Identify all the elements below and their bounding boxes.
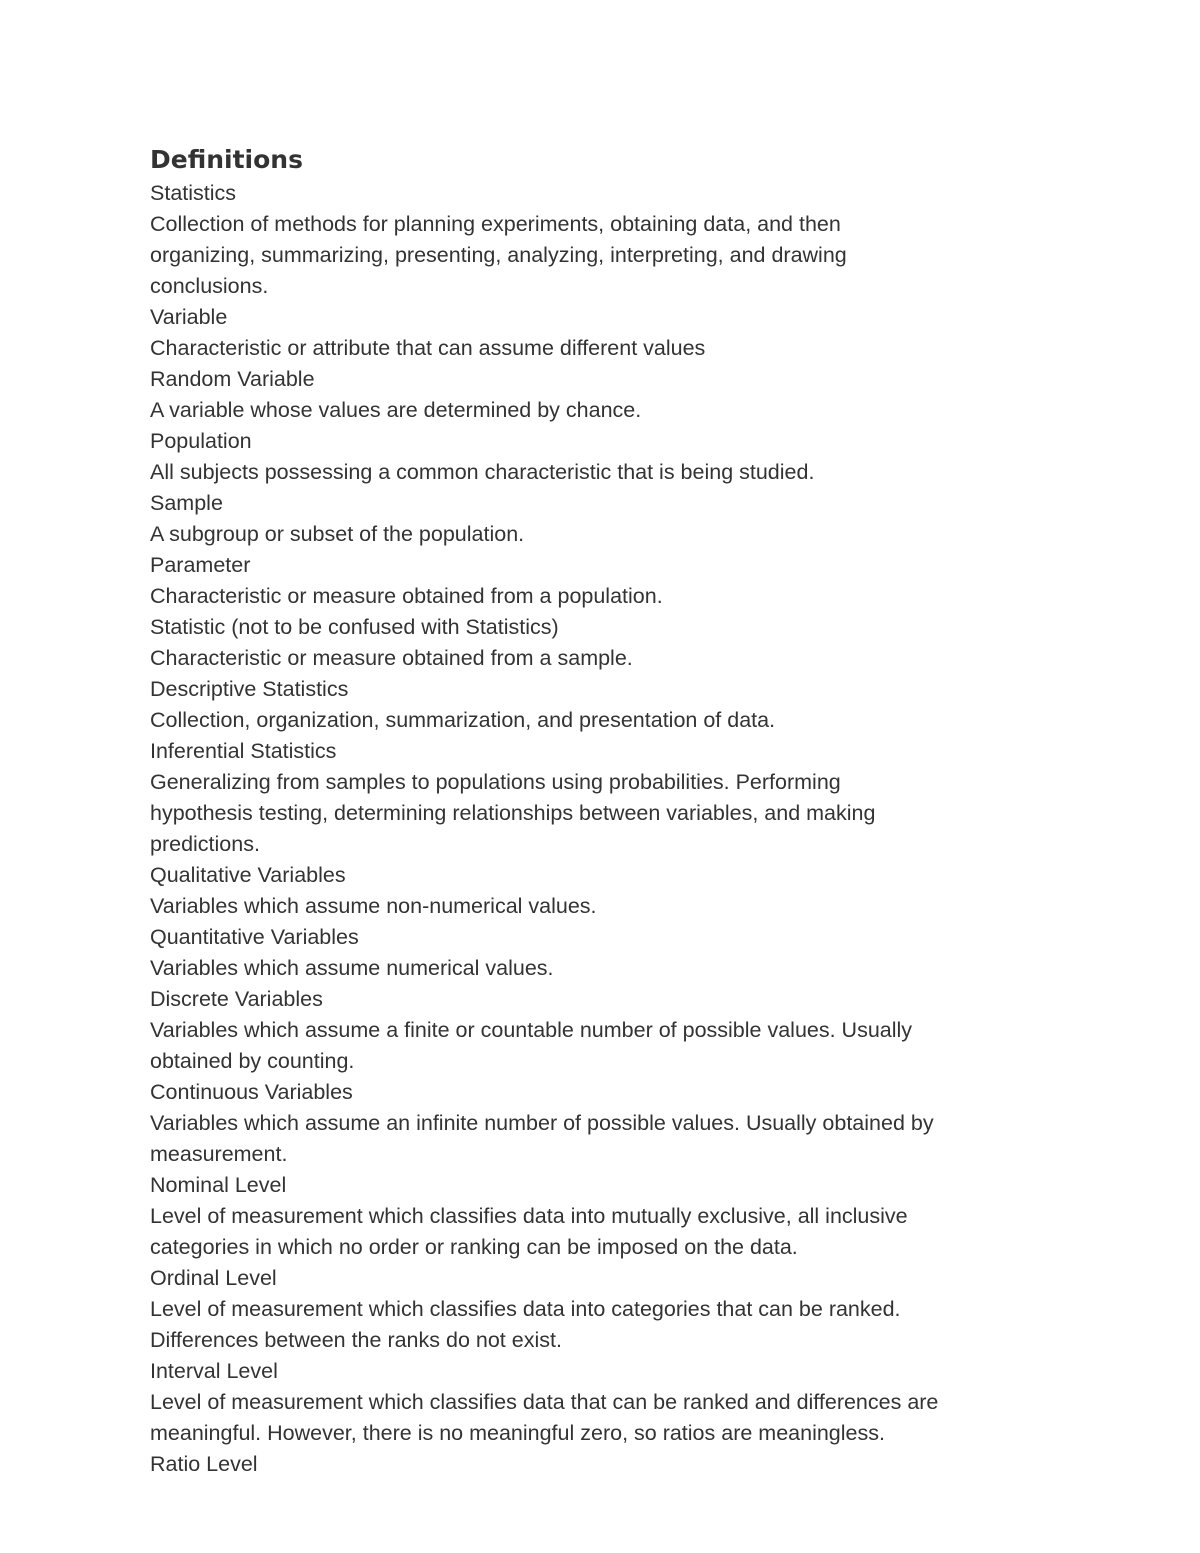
definition-line: Variables which assume numerical values.	[150, 956, 554, 980]
term-line: Discrete Variables	[150, 987, 323, 1011]
definition-line: All subjects possessing a common characteristic that is being studied.	[150, 460, 815, 484]
document-page	[150, 142, 1110, 1480]
term-line: Variable	[150, 305, 228, 329]
term-line: Nominal Level	[150, 1173, 287, 1197]
definition-line: measurement.	[150, 1142, 288, 1166]
definition-line: Variables which assume a finite or countable number of possible values. Usually	[150, 1018, 913, 1042]
definition-line: categories in which no order or ranking can be imposed on the data.	[150, 1235, 798, 1259]
definition-line: conclusions.	[150, 274, 269, 298]
term-line: Continuous Variables	[150, 1080, 353, 1104]
definition-line: Level of measurement which classifies data into mutually exclusive, all inclusive	[150, 1204, 908, 1228]
term-line: Ordinal Level	[150, 1266, 277, 1290]
definition-line: hypothesis testing, determining relationships between variables, and making	[150, 801, 876, 825]
definition-line: Characteristic or measure obtained from a population.	[150, 584, 663, 608]
definition-line: Characteristic or measure obtained from a sample.	[150, 646, 633, 670]
term-line: Sample	[150, 491, 223, 515]
definition-line: A variable whose values are determined by chance.	[150, 398, 642, 422]
term-line: Parameter	[150, 553, 251, 577]
definition-line: Variables which assume an infinite number of possible values. Usually obtained by	[150, 1111, 934, 1135]
definition-line: Variables which assume non-numerical values.	[150, 894, 597, 918]
definition-line: Collection, organization, summarization, and presentation of data.	[150, 708, 776, 732]
term-line: Statistics	[150, 181, 237, 205]
definition-line: meaningful. However, there is no meaningful zero, so ratios are meaningless.	[150, 1421, 885, 1445]
term-line: Ratio Level	[150, 1452, 258, 1476]
page-title: Definitions	[150, 145, 303, 174]
definition-line: predictions.	[150, 832, 260, 856]
term-line: Quantitative Variables	[150, 925, 359, 949]
definition-line: Characteristic or attribute that can assume different values	[150, 336, 706, 360]
term-line: Statistic (not to be confused with Statistics)	[150, 615, 559, 639]
definition-line: A subgroup or subset of the population.	[150, 522, 525, 546]
term-line: Population	[150, 429, 252, 453]
term-line: Interval Level	[150, 1359, 278, 1383]
definitions-body	[150, 178, 1110, 1480]
term-line: Qualitative Variables	[150, 863, 346, 887]
definition-line: Level of measurement which classifies data that can be ranked and differences are	[150, 1390, 939, 1414]
definition-line: Level of measurement which classifies data into categories that can be ranked.	[150, 1297, 901, 1321]
term-line: Random Variable	[150, 367, 315, 391]
term-line: Inferential Statistics	[150, 739, 337, 763]
definition-line: Differences between the ranks do not exist.	[150, 1328, 562, 1352]
definition-line: Generalizing from samples to populations using probabilities. Performing	[150, 770, 841, 794]
definition-line: Collection of methods for planning experiments, obtaining data, and then	[150, 212, 841, 236]
definition-line: organizing, summarizing, presenting, analyzing, interpreting, and drawing	[150, 243, 847, 267]
term-line: Descriptive Statistics	[150, 677, 349, 701]
definition-line: obtained by counting.	[150, 1049, 355, 1073]
